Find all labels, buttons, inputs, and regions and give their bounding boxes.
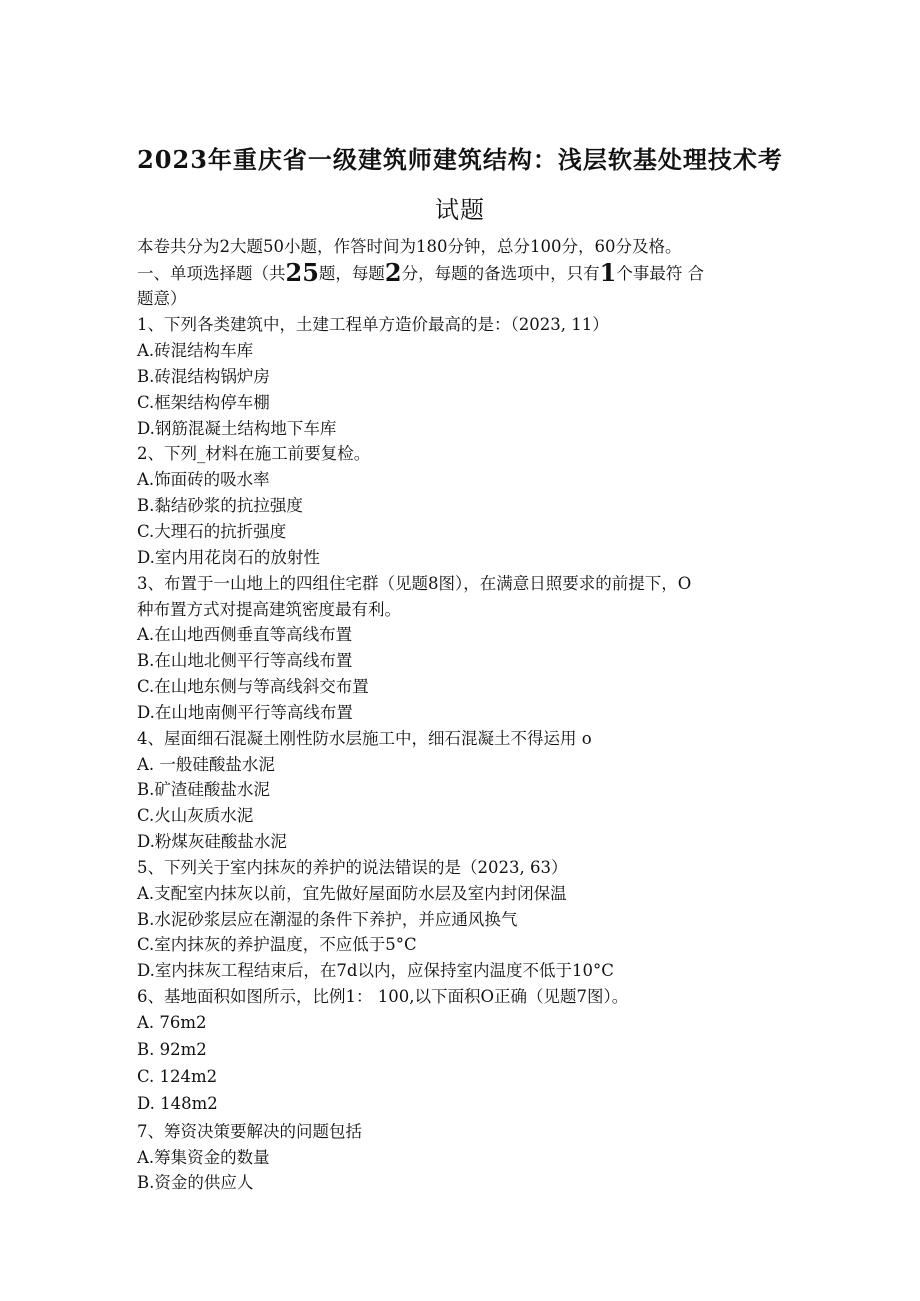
- question-1-option-b: B.砖混结构锅炉房: [137, 367, 270, 386]
- section-heading-text: 一、单项选择题（共: [137, 264, 286, 283]
- question-4-option-b: B.矿渣硅酸盐水泥: [137, 780, 270, 799]
- question-1-stem: 1、下列各类建筑中，土建工程单方造价最高的是：（2023, 11）: [137, 315, 609, 334]
- section-heading-text: 题，每题: [318, 264, 385, 283]
- question-1-option-a: A.砖混结构车库: [137, 341, 254, 360]
- section-heading-continued: 题意）: [137, 289, 187, 308]
- question-6-option-c: C. 124m2: [137, 1067, 218, 1086]
- question-count: 25: [285, 258, 319, 287]
- question-3-option-c: C.在山地东侧与等高线斜交布置: [137, 677, 369, 696]
- section-heading-text: 个事最符 合: [616, 264, 705, 283]
- section-heading: [137, 258, 705, 287]
- question-2-option-d: D.室内用花岗石的放射性: [137, 548, 320, 567]
- question-3-option-b: B.在山地北侧平行等高线布置: [137, 651, 353, 670]
- question-3-stem-continued: 种布置方式对提高建筑密度最有利。: [137, 600, 401, 619]
- question-3-option-d: D.在山地南侧平行等高线布置: [137, 703, 353, 722]
- question-2-option-c: C.大理石的抗折强度: [137, 522, 287, 541]
- question-4-option-a: A. 一般硅酸盐水泥: [137, 755, 275, 774]
- question-4-option-c: C.火山灰质水泥: [137, 806, 254, 825]
- question-6-option-b: B. 92m2: [137, 1040, 207, 1059]
- document-title-line-1: 2023年重庆省一级建筑师建筑结构：浅层软基处理技术考: [137, 145, 783, 174]
- question-3-stem: 3、布置于一山地上的四组住宅群（见题8图），在满意日照要求的前提下，O: [137, 574, 692, 593]
- correct-option-count: 1: [599, 258, 617, 287]
- exam-intro: 本卷共分为2大题50小题，作答时间为180分钟，总分100分，60分及格。: [137, 237, 682, 256]
- question-1-option-c: C.框架结构停车棚: [137, 393, 270, 412]
- question-6-option-d: D. 148m2: [137, 1094, 218, 1113]
- question-2-stem: 2、下列_材料在施工前要复检。: [137, 444, 371, 463]
- question-1-option-d: D.钢筋混凝土结构地下车库: [137, 419, 337, 438]
- question-5-stem: 5、下列关于室内抹灰的养护的说法错误的是（2023, 63）: [137, 858, 568, 877]
- question-7-option-b: B.资金的供应人: [137, 1173, 254, 1192]
- document-title-line-2: 试题: [435, 196, 485, 224]
- question-5-option-b: B.水泥砂浆层应在潮湿的条件下养护，并应通风换气: [137, 910, 518, 929]
- question-7-option-a: A.筹集资金的数量: [137, 1148, 270, 1167]
- question-6-stem: 6、基地面积如图所示，比例1： 100,以下面积O正确（见题7图）。: [137, 987, 629, 1006]
- question-4-stem: 4、屋面细石混凝土刚性防水层施工中，细石混凝土不得运用 o: [137, 729, 592, 748]
- question-3-option-a: A.在山地西侧垂直等高线布置: [137, 625, 353, 644]
- question-5-option-a: A.支配室内抹灰以前，宜先做好屋面防水层及室内封闭保温: [137, 884, 567, 903]
- question-5-option-d: D.室内抹灰工程结束后，在7d以内，应保持室内温度不低于10°C: [137, 961, 614, 980]
- question-5-option-c: C.室内抹灰的养护温度，不应低于5°C: [137, 935, 417, 954]
- question-7-stem: 7、筹资决策要解决的问题包括: [137, 1122, 362, 1141]
- section-heading-text: 分，每题的备选项中，只有: [401, 264, 600, 283]
- question-6-option-a: A. 76m2: [137, 1013, 207, 1032]
- question-4-option-d: D.粉煤灰硅酸盐水泥: [137, 832, 287, 851]
- question-2-option-b: B.黏结砂浆的抗拉强度: [137, 496, 303, 515]
- question-2-option-a: A.饰面砖的吸水率: [137, 470, 270, 489]
- points-per-question: 2: [384, 258, 402, 287]
